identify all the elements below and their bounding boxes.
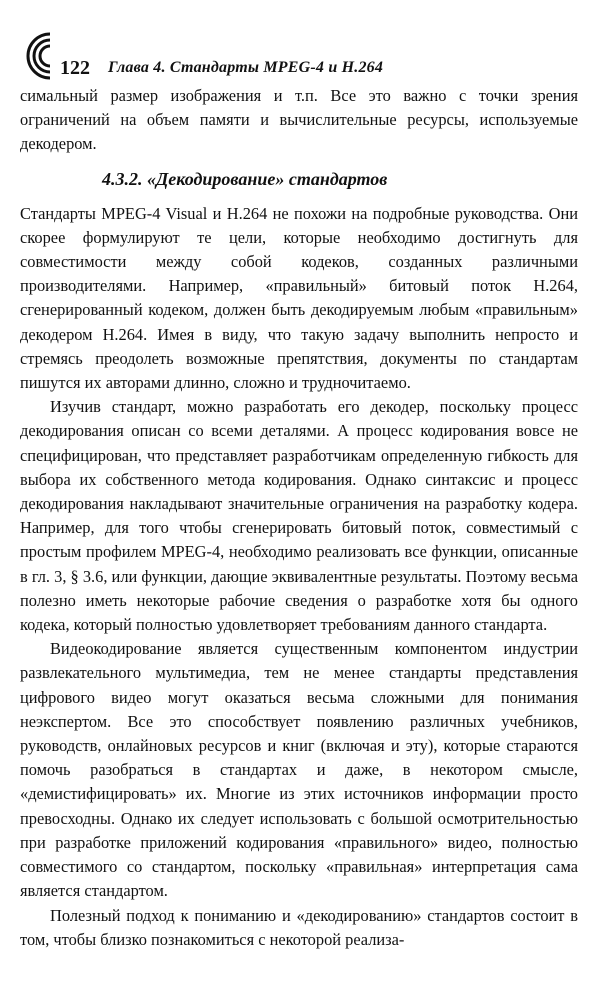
section-heading: 4.3.2. «Декодирование» стандартов bbox=[102, 168, 388, 189]
running-header-title: Глава 4. Стандарты MPEG-4 и H.264 bbox=[108, 59, 384, 76]
page-header bbox=[20, 24, 580, 84]
page-number: 122 bbox=[60, 57, 90, 79]
paragraph-3: Видеокодирование является существенным компонентом индустрии развлекательного мультимедиа, тем не менее стандарты представления цифрового видео могут оказаться весьма сложными для понимания неэкспертом. Все это способствует появлению различных учебников, руководств, онлайновых ресурсов и книг (включая и эту), которые стараются помочь разобраться в стандартах и даже, в некотором смысле, «демистифицировать» их. Многие из этих источников информации просто превосходны. Однако их следует использовать с большой осмотрительностью при разработке приложений кодирования «правильного» видео, полностью совместимого со стандартом, поскольку «правильная» интерпретация сама является стандартом. bbox=[20, 639, 578, 901]
paragraph-1: Стандарты MPEG-4 Visual и H.264 не похожи на подробные руководства. Они скорее формулируют те цели, которые необходимо достигнуть для совместимости между собой кодеков, созданных различными производителями. Например, «правильный» битовый поток H.264, сгенерированный кодеком, должен быть декодируемым любым «правильным» декодером H.264. Имея в виду, что такую задачу выполнить непросто и стремясь преодолеть возможные препятствия, документы по стандартам пишутся их авторами длинно, сложно и трудночитаемо. bbox=[20, 203, 578, 393]
paragraph-4: Полезный подход к пониманию и «декодированию» стандартов состоит в том, чтобы близко познакомиться с некоторой реализа- bbox=[20, 905, 578, 949]
body-text bbox=[20, 84, 578, 952]
intro-paragraph: симальный размер изображения и т.п. Все это важно с точки зрения ограничений на объем памяти и вычислительные ресурсы, используемые декодером. bbox=[20, 86, 578, 154]
paragraph-2: Изучив стандарт, можно разработать его декодер, поскольку процесс декодирования описан со всеми деталями. А процесс кодирования вовсе не специфицирован, что представляет разработчикам определенную гибкость для выбора их собственного метода кодирования. Однако синтаксис и процесс декодирования накладывают значительные ограничения на разработку кодера. Например, для того чтобы сгенерировать битовый поток, совместимый с простым профилем MPEG-4, необходимо реализовать все функции, описанные в гл. 3, § 3.6, или функции, дающие эквивалентные результаты. Поэтому весьма полезно иметь некоторые рабочие сведения о разработке хотя бы одного кодека, который полностью удовлетворяет требованиям данного стандарта. bbox=[20, 397, 578, 635]
